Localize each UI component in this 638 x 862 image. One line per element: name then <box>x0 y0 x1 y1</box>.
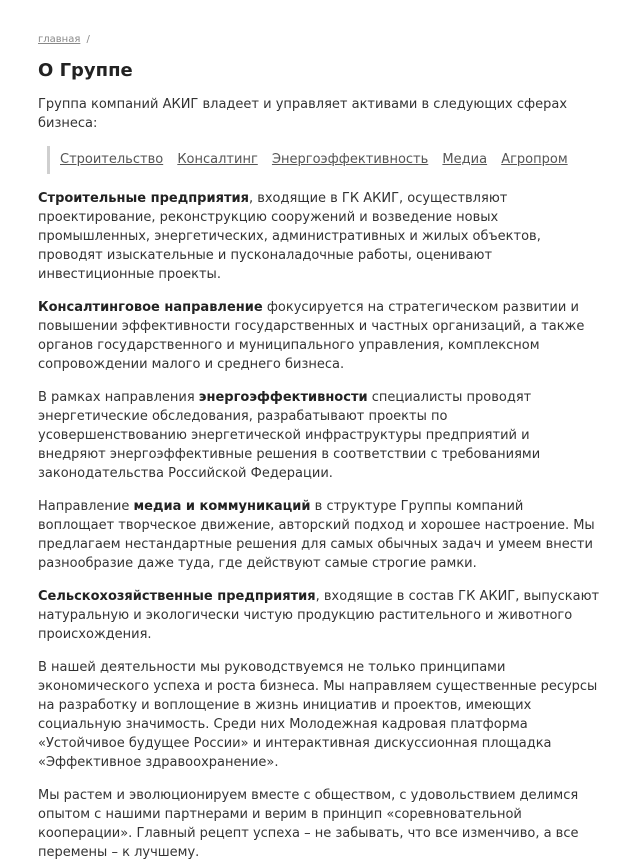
paragraph-media-bold: медиа и коммуникаций <box>133 499 311 514</box>
intro-text: Группа компаний АКИГ владеет и управляет активами в следующих сферах бизнеса: <box>38 97 568 131</box>
paragraph-energy-lead: В рамках направления <box>38 390 199 405</box>
paragraph-energy-text: специалисты проводят энергетические обследования, разрабатывают проекты по усовершенствованию энергетической инфраструктуры предприятий и внедряют энергоэффективные решения в соответствии с требованиями законодательства Российской Федерации. <box>38 390 541 481</box>
paragraph-consulting-bold: Консалтинговое направление <box>38 300 263 315</box>
paragraph-consulting <box>38 298 600 374</box>
paragraph-media-text: в структуре Группы компаний воплощает творческое движение, авторский подход и хорошее настроение. Мы предлагаем нестандартные решения для самых обычных задач и умеем внести разнообразие даже туда, где действуют самые строгие рамки. <box>38 499 595 571</box>
breadcrumb-separator: / <box>86 34 90 45</box>
paragraph-agro <box>38 587 600 644</box>
paragraph-construction-bold: Строительные предприятия <box>38 191 249 206</box>
sphere-link-consulting[interactable]: Консалтинг <box>177 152 258 167</box>
paragraph-energy <box>38 388 600 483</box>
paragraph-agro-text: , входящие в состав ГК АКИГ, выпускают натуральную и экологически чистую продукцию растительного и животного происхождения. <box>38 589 600 642</box>
paragraph-agro-bold: Сельскохозяйственные предприятия <box>38 589 316 604</box>
paragraph-construction-text: , входящие в ГК АКИГ, осуществляют проектирование, реконструкцию сооружений и возведение новых промышленных, энергетических, административных и жилых объектов, проводят изыскательные и пусконаладочные работы, оценивают инвестиционные проекты. <box>38 191 541 282</box>
sphere-link-construction[interactable]: Строительство <box>60 152 164 167</box>
paragraph-media <box>38 497 600 573</box>
business-spheres-nav <box>47 146 600 174</box>
page-title: О Группе <box>38 60 133 81</box>
paragraph-social: В нашей деятельности мы руководствуемся не только принципами экономического успеха и роста бизнеса. Мы направляем существенные ресурсы на разработку и воплощение в жизнь инициатив и проектов, имеющих социальную значимость. Среди них Молодежная кадровая платформа «Устойчивое будущее России» и интерактивная дискуссионная площадка «Эффективное здравоохранение». <box>38 660 598 770</box>
breadcrumb-home-link[interactable]: главная <box>38 34 81 45</box>
sphere-link-energy-efficiency[interactable]: Энергоэффективность <box>271 152 429 167</box>
paragraph-construction <box>38 189 600 284</box>
paragraph-evolution: Мы растем и эволюционируем вместе с обществом, с удовольствием делимся опытом с нашими партнерами и верим в принцип «соревновательной кооперации». Главный рецепт успеха – не забывать, что все изменчиво, а все перемены – к лучшему. <box>38 788 579 860</box>
paragraph-consulting-text: фокусируется на стратегическом развитии и повышении эффективности государственных и частных организаций, а также органов государственного и муниципального управления, комплексном сопровождении малого и среднего бизнеса. <box>38 300 585 372</box>
sphere-link-agro[interactable]: Агропром <box>501 152 568 167</box>
sphere-link-media[interactable]: Медиа <box>442 152 488 167</box>
breadcrumb <box>38 33 600 47</box>
paragraph-media-lead: Направление <box>38 499 134 514</box>
paragraph-energy-bold: энергоэффективности <box>198 390 368 405</box>
